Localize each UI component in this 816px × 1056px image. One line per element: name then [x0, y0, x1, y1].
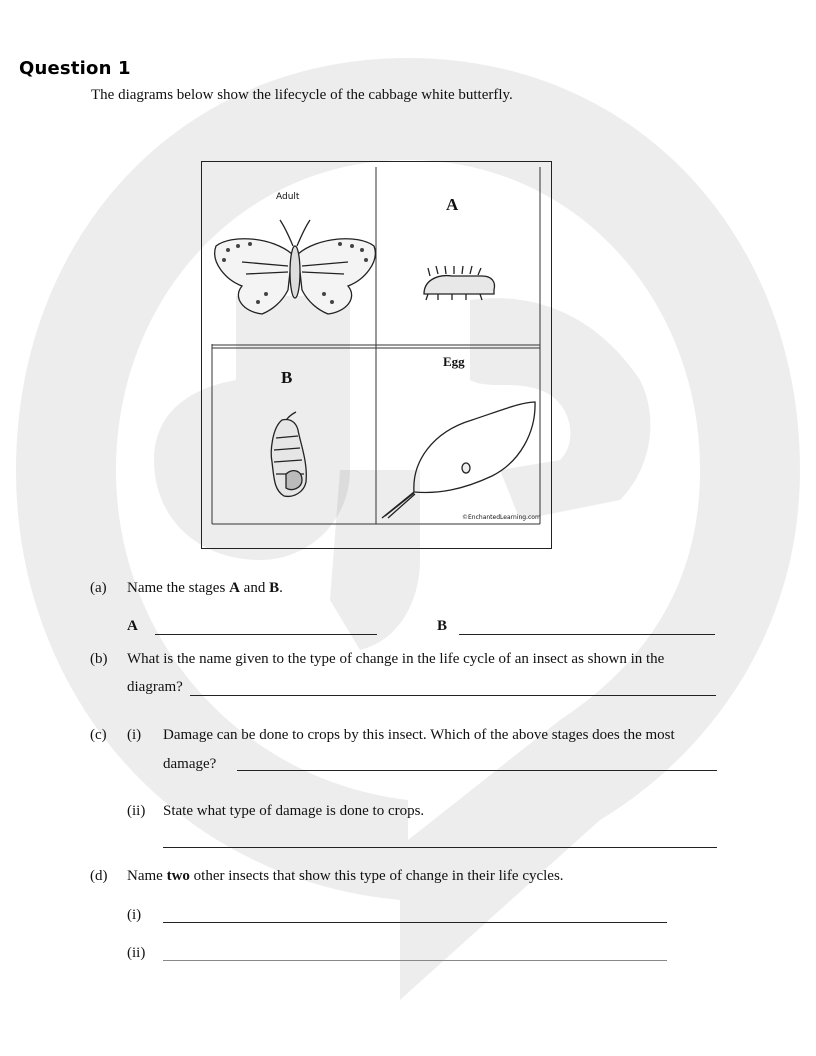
answer-line-a[interactable] — [155, 634, 377, 635]
answer-line-d-i[interactable] — [163, 922, 667, 923]
answer-label-b: B — [437, 618, 448, 634]
part-c-i-question-line1: Damage can be done to crops by this insect. Which of the above stages does the most — [163, 727, 675, 743]
panel-label-adult: Adult — [276, 192, 300, 202]
chrysalis-drawing — [271, 412, 306, 496]
part-c-marker: (c) — [90, 727, 107, 743]
answer-label-a: A — [127, 618, 138, 634]
part-d-ii-marker: (ii) — [127, 945, 146, 961]
answer-line-b-part[interactable] — [190, 695, 716, 696]
part-c-ii-marker: (ii) — [127, 803, 146, 819]
part-d-question: Name two other insects that show this type of change in their life cycles. — [127, 868, 564, 884]
part-b-marker: (b) — [90, 651, 108, 667]
caterpillar-drawing — [424, 266, 495, 300]
panel-label-b: B — [281, 368, 293, 387]
panel-label-a: A — [446, 195, 459, 214]
answer-line-d-ii[interactable] — [163, 960, 667, 961]
part-a-question: Name the stages A and B. — [127, 580, 283, 596]
lifecycle-figure — [201, 161, 552, 549]
question-title: Question 1 — [19, 58, 131, 79]
part-b-question-line2: diagram? — [127, 679, 183, 695]
part-c-i-marker: (i) — [127, 727, 142, 743]
part-d-i-marker: (i) — [127, 907, 142, 923]
panel-label-egg: Egg — [443, 354, 465, 369]
part-b-question-line1: What is the name given to the type of change in the life cycle of an insect as shown in the — [127, 651, 665, 667]
part-d-marker: (d) — [90, 868, 108, 884]
answer-line-c-i[interactable] — [237, 770, 717, 771]
answer-line-c-ii[interactable] — [163, 847, 717, 848]
part-c-ii-question: State what type of damage is done to crops. — [163, 803, 425, 819]
figure-credit: ©EnchantedLearning.com — [462, 514, 541, 521]
part-c-i-question-line2: damage? — [163, 756, 217, 772]
answer-line-b[interactable] — [459, 634, 715, 635]
leaf-egg-drawing — [382, 402, 535, 518]
butterfly-adult-drawing — [215, 220, 376, 314]
part-a-marker: (a) — [90, 580, 107, 596]
question-intro: The diagrams below show the lifecycle of the cabbage white butterfly. — [91, 87, 513, 103]
